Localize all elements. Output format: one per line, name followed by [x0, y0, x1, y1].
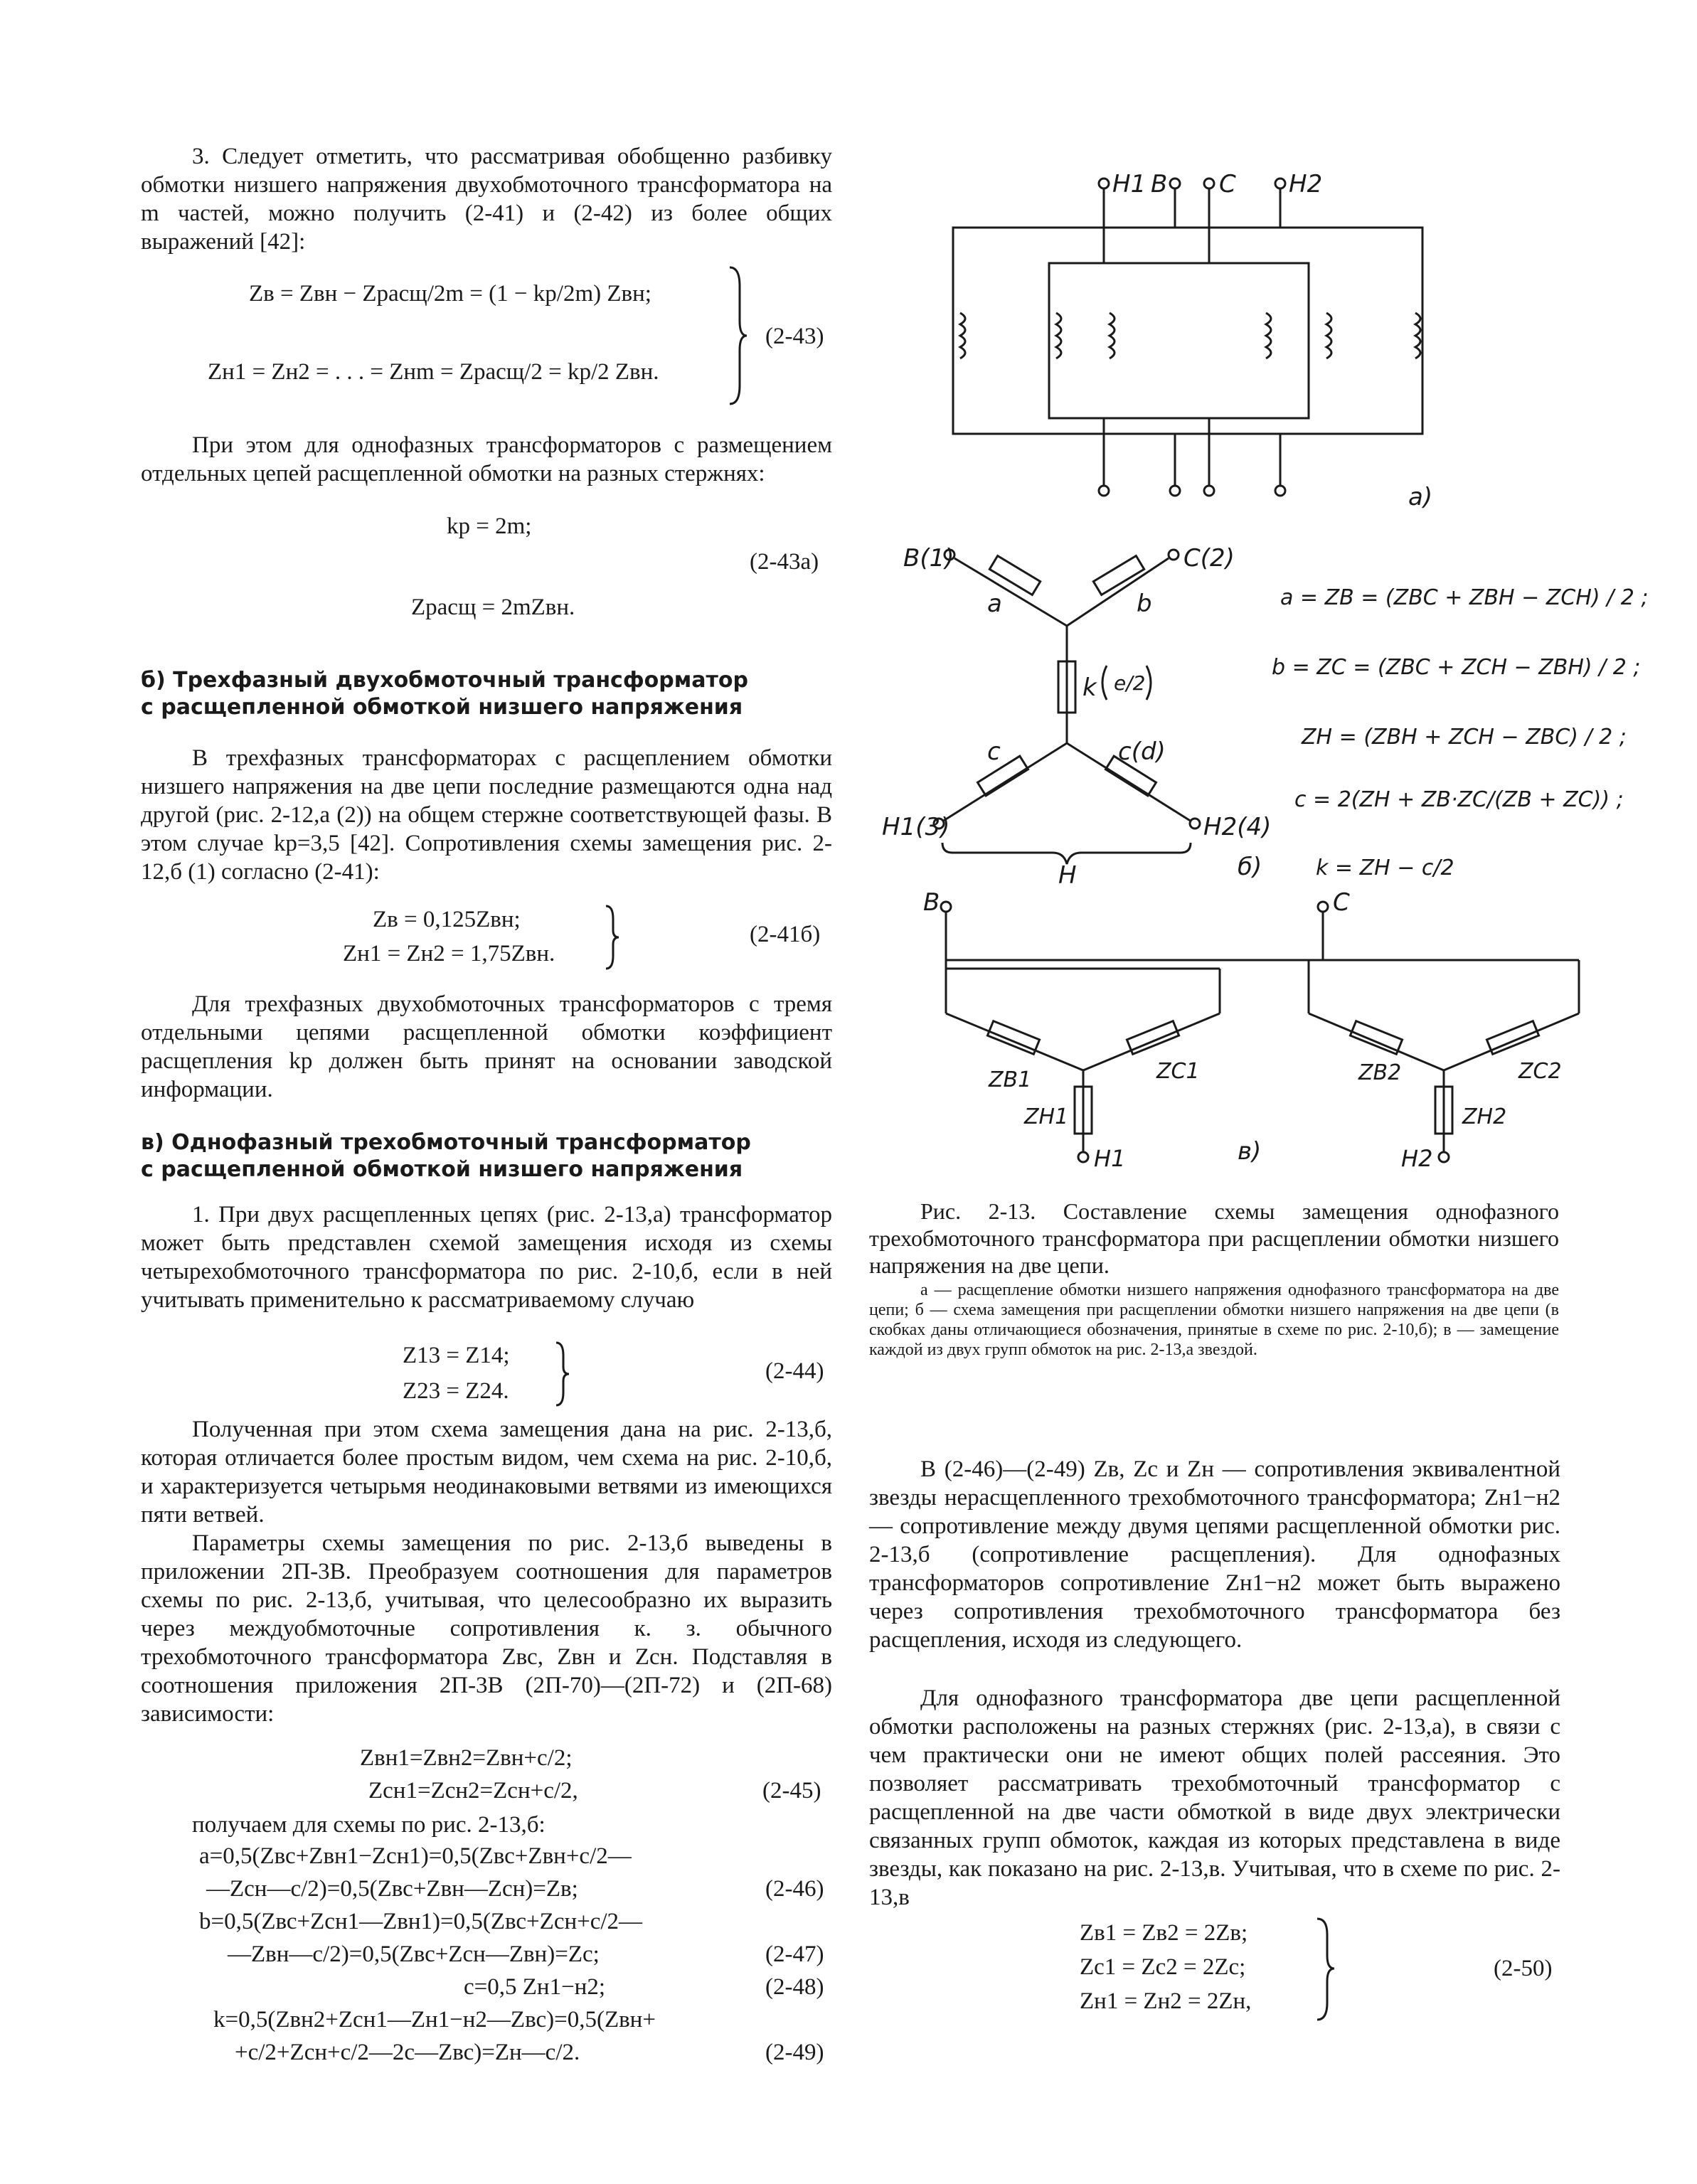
equation-number-2-44: (2-44)	[765, 1358, 824, 1384]
diagram-b-eq-c: c = 2(ZH + ZB·ZC/(ZB + ZC)) ;	[1294, 787, 1624, 812]
paragraph-resulting-scheme: Полученная при этом схема замещения дана на рис. 2-13,б, которая отличается более простым видом, чем схема на рис. 2-10,б, и характеризуется четырьмя неодинаковыми ветвями из имеющихся пяти ветвей.	[141, 1417, 832, 1528]
equation-2-41b-line2: Zн1 = Zн2 = 1,75Zвн.	[343, 941, 555, 966]
diagram-v-label-b: B	[923, 888, 940, 917]
diagram-v-tag: в)	[1238, 1137, 1262, 1166]
figure-caption: Рис. 2-13. Составление схемы замещения однофазного трехобмоточного трансформатора при расщеплении обмотки низшего напряжения на две цепи.	[869, 1198, 1559, 1278]
equation-2-49-line2: +c/2+Zсн+c/2—2c—Zвс)=Zн—c/2.	[235, 2040, 580, 2065]
diagram-b-eq-zh: ZH = (ZBH + ZCH − ZBC) / 2 ;	[1302, 725, 1627, 750]
paragraph-two-circuits-placement: Для однофазного трансформатора две цепи расщепленной обмотки расположены на разных стержнях (рис. 2-13,а), в связи с чем практически они не имеют общих полей рассеяния. Это позволяет рассматривать трехобмоточный трансформатор с расщепленной на две части обмоткой в виде двух электрически связанных групп обмоток, каждая из которых представлена в виде звезды, как показано на рис. 2-13,в. Учитывая, что в схеме по рис. 2-13,в	[869, 1685, 1560, 1910]
diagram-b-eq-b: b = ZC = (ZBC + ZCH − ZBH) / 2 ;	[1272, 655, 1641, 680]
diagram-a-label-c: C	[1219, 170, 1236, 198]
diagram-v-branch-zh1: ZH1	[1024, 1104, 1069, 1129]
diagram-b-eq-k: k = ZH − c/2	[1316, 856, 1454, 880]
diagram-b-branch-cd: c(d)	[1118, 737, 1166, 766]
equation-2-49-line1: k=0,5(Zвн2+Zсн1—Zн1−н2—Zвс)=0,5(Zвн+	[213, 2007, 656, 2033]
diagram-a-tag: а)	[1408, 483, 1433, 511]
section-heading-v: в) Однофазный трехобмоточный трансформатор с расщепленной обмоткой низшего напряжения	[141, 1130, 751, 1182]
diagram-b-node-b1: B(1)	[903, 544, 954, 572]
equation-2-43a-line2: Zрасщ = 2mZвн.	[411, 595, 575, 620]
paragraph-definitions: В (2-46)—(2-49) Zв, Zс и Zн — сопротивления эквивалентной звезды нерасщепленного трехобмоточного трансформатора; Zн1−н2 — сопротивление между двумя цепями расщепленной обмотки рис. 2-13,б (сопротивление расщепления). Для однофазных трансформаторов сопротивление Zн1−н2 может быть выражено через сопротивления трехобмоточного трансформатора без расщепления, исходя из следующего.	[869, 1456, 1560, 1653]
equation-2-48: c=0,5 Zн1−н2;	[464, 1974, 606, 2000]
diagram-b-node-h1-3: H1(3)	[882, 813, 950, 841]
equation-2-41b-line1: Zв = 0,125Zвн;	[373, 907, 521, 932]
equation-2-50-line2: Zс1 = Zс2 = 2Zс;	[1080, 1954, 1246, 1980]
brace-2-44	[553, 1340, 570, 1408]
equation-2-43-line1: Zв = Zвн − Zрасщ/2m = (1 − kр/2m) Zвн;	[249, 281, 651, 307]
equation-2-50-line3: Zн1 = Zн2 = 2Zн,	[1080, 1988, 1252, 2014]
equation-number-2-48: (2-48)	[765, 1974, 824, 2000]
brace-2-50	[1314, 1916, 1336, 2023]
equation-2-47-line1: b=0,5(Zвс+Zсн1—Zвн1)=0,5(Zвс+Zсн+c/2—	[199, 1909, 643, 1934]
diagram-v-label-h1: H1	[1094, 1145, 1126, 1172]
diagram-a-label-h1: H1	[1112, 170, 1147, 198]
diagram-b-eq-a: a = ZB = (ZBC + ZBH − ZCH) / 2 ;	[1280, 585, 1649, 610]
figure-caption-details: а — расщепление обмотки низшего напряжения однофазного трансформатора на две цепи; б — схема замещения при расщеплении обмотки низшего напряжения на две цепи (в скобках даны отличающиеся обозначения, принятые в схеме по рис. 2-10,б); в — замещение каждой из двух групп обмоток на рис. 2-13,а звездой.	[869, 1281, 1559, 1359]
equation-2-45-line1: Zвн1=Zвн2=Zвн+c/2;	[360, 1745, 573, 1771]
equation-number-2-43a: (2-43а)	[750, 549, 819, 575]
diagram-b-branch-b: b	[1137, 590, 1152, 618]
equation-number-2-43: (2-43)	[765, 324, 824, 349]
brace-2-41b	[603, 903, 620, 971]
diagram-b-node-c2: C(2)	[1183, 544, 1235, 572]
diagram-b-tag: б)	[1238, 853, 1262, 881]
paragraph-obtain: получаем для схемы по рис. 2-13,б:	[192, 1812, 546, 1838]
equation-number-2-47: (2-47)	[765, 1941, 824, 1967]
diagram-v-branch-zh2: ZH2	[1462, 1104, 1507, 1129]
paragraph-three-circuits: Для трехфазных двухобмоточных трансформаторов с тремя отдельными цепями расщепленной обмотки коэффициент расщепления kр должен быть принят на основании заводской информации.	[141, 991, 832, 1102]
diagram-b-node-h2-4: H2(4)	[1203, 813, 1272, 841]
equation-number-2-49: (2-49)	[765, 2040, 824, 2065]
diagram-b-branch-k: k	[1082, 673, 1097, 702]
equation-number-2-50: (2-50)	[1494, 1956, 1553, 1981]
equation-number-2-46: (2-46)	[765, 1876, 824, 1902]
figure-2-13	[868, 142, 1649, 1172]
diagram-v-label-c: C	[1333, 888, 1350, 917]
equation-2-43a-line1: kр = 2m;	[447, 513, 532, 539]
equation-2-44-line1: Z13 = Z14;	[403, 1343, 510, 1368]
equation-2-43-line2: Zн1 = Zн2 = . . . = Zнm = Zрасщ/2 = kр/2 Zвн.	[208, 359, 659, 385]
equation-2-50-line1: Zв1 = Zв2 = 2Zв;	[1080, 1920, 1248, 1946]
diagram-b-branch-c: c	[987, 737, 1001, 766]
equation-2-47-line2: —Zвн—c/2)=0,5(Zвс+Zсн—Zвн)=Zс;	[228, 1941, 600, 1967]
equation-number-2-45: (2-45)	[762, 1778, 821, 1804]
diagram-a-windings	[953, 179, 1422, 496]
equation-2-46-line2: —Zсн—c/2)=0,5(Zвс+Zвн—Zсн)=Zв;	[206, 1876, 578, 1902]
equation-2-45-line2: Zсн1=Zсн2=Zсн+c/2,	[368, 1778, 578, 1804]
paragraph-intro: 3. Следует отметить, что рассматривая обобщенно разбивку обмотки низшего напряжения двухобмоточного трансформатора на m частей, можно получить (2-41) и (2-42) из более общих выражений [42]:	[141, 144, 832, 255]
diagram-v-label-h2: H2	[1401, 1145, 1433, 1172]
diagram-v-branch-zb2: ZB2	[1358, 1060, 1402, 1085]
equation-2-44-line2: Z23 = Z24.	[403, 1378, 509, 1404]
diagram-v-branch-zc1: ZC1	[1156, 1059, 1200, 1084]
diagram-b-star	[934, 550, 1200, 864]
diagram-b-branch-a: a	[987, 590, 1002, 618]
paragraph-two-circuits: 1. При двух расщепленных цепях (рис. 2-13,а) трансформатор может быть представлен схемой замещения исходя из схемы четырехобмоточного трансформатора по рис. 2-10,б, если в ней учитывать применительно к рассматриваемому случаю	[141, 1202, 832, 1313]
diagram-v-branch-zc2: ZC2	[1518, 1059, 1562, 1084]
diagram-b-k-alt: e/2	[1114, 671, 1146, 695]
diagram-a-label-b: B	[1151, 170, 1168, 198]
equation-number-2-41b: (2-41б)	[750, 922, 821, 947]
paragraph-single-phase: При этом для однофазных трансформаторов с размещением отдельных цепей расщепленной обмотки на разных стержнях:	[141, 432, 832, 486]
diagram-a-label-h2: H2	[1289, 170, 1323, 198]
diagram-b-brace-label: H	[1058, 861, 1077, 890]
section-heading-b: б) Трехфазный двухобмоточный трансформатор с расщепленной обмоткой низшего напряжения	[141, 668, 748, 720]
paragraph-parameters: Параметры схемы замещения по рис. 2-13,б выведены в приложении 2П-3В. Преобразуем соотношения для параметров схемы по рис. 2-13,б, учитывая, что целесообразно их выразить через междуобмоточные сопротивления к. з. обычного трехобмоточного трансформатора Zвс, Zвн и Zсн. Подставляя в соотношения приложения 2П-3В (2П-70)—(2П-72) и (2П-68) зависимости:	[141, 1530, 832, 1727]
brace-2-43	[727, 265, 748, 407]
paragraph-three-phase: В трехфазных трансформаторах с расщеплением обмотки низшего напряжения на две цепи последние размещаются одна над другой (рис. 2-12,а (2)) на общем стержне соответствующей фазы. В этом случае kр=3,5 [42]. Сопротивления схемы замещения рис. 2-12,б (1) согласно (2-41):	[141, 745, 832, 885]
diagram-v-branch-zb1: ZB1	[989, 1067, 1032, 1092]
equation-2-46-line1: a=0,5(Zвс+Zвн1−Zсн1)=0,5(Zвс+Zвн+c/2—	[199, 1843, 632, 1869]
